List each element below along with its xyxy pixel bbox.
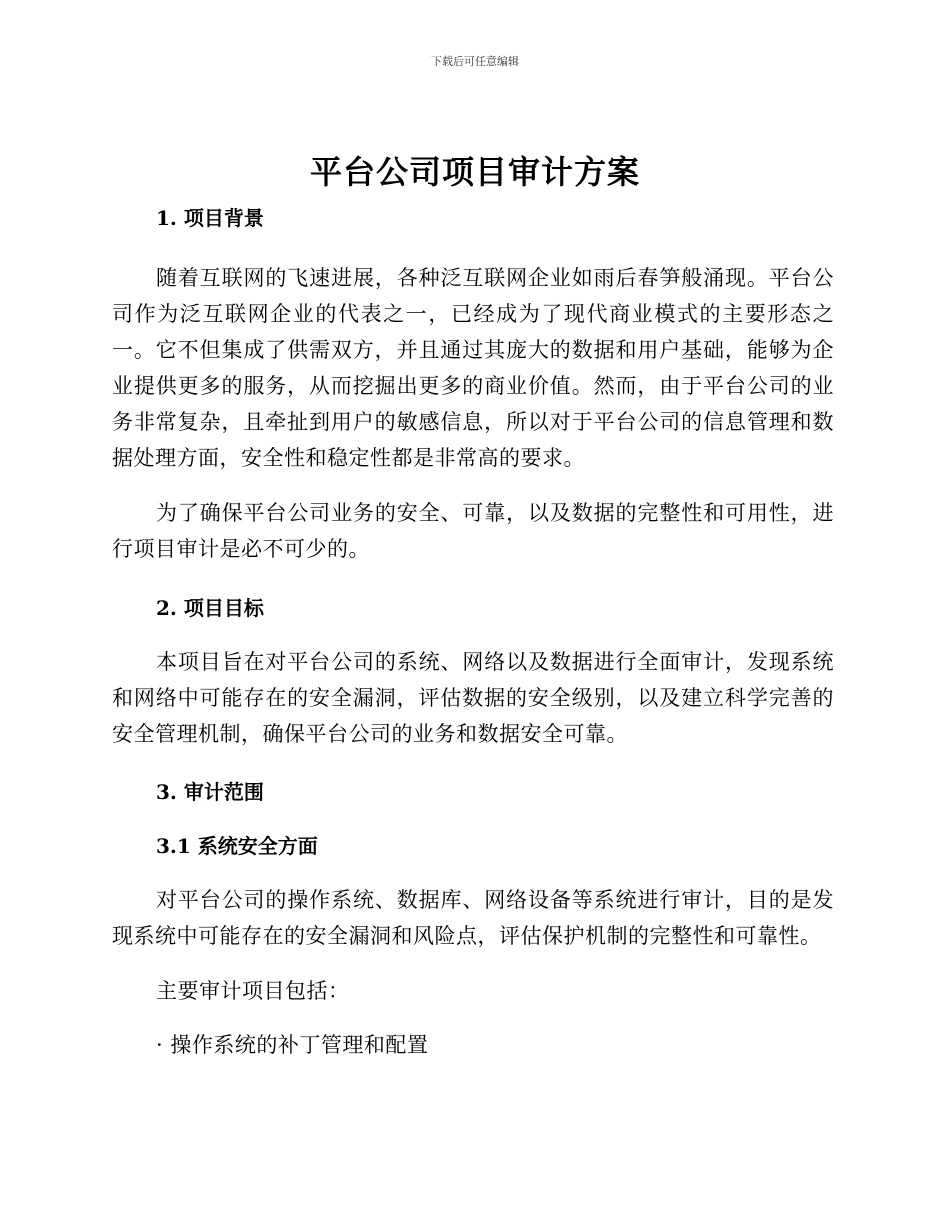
paragraph: 本项目旨在对平台公司的系统、网络以及数据进行全面审计，发现系统和网络中可能存在的安全漏洞，评估数据的安全级别，以及建立科学完善的安全管理机制，确保平台公司的业务和数据安全可靠。 [112,650,834,746]
section-heading-goals: 2. 项目目标 [156,596,264,620]
header-note: 下载后可任意编辑 [431,55,519,68]
document-title: 平台公司项目审计方案 [309,153,640,191]
section-heading-scope: 3. 审计范围 [156,780,264,804]
subsection-heading-system-security: 3.1 系统安全方面 [156,834,318,858]
paragraph: 对平台公司的操作系统、数据库、网络设备等系统进行审计，目的是发现系统中可能存在的安全漏洞和风险点，评估保护机制的完整性和可靠性。 [112,888,834,948]
section-heading-background: 1. 项目背景 [156,206,264,230]
paragraph: 为了确保平台公司业务的安全、可靠，以及数据的完整性和可用性，进行项目审计是必不可少的。 [112,501,834,561]
paragraph: 随着互联网的飞速进展，各种泛互联网企业如雨后春笋般涌现。平台公司作为泛互联网企业的代表之一，已经成为了现代商业模式的主要形态之一。它不但集成了供需双方，并且通过其庞大的数据和用户基础，能够为企业提供更多的服务，从而挖掘出更多的商业价值。然而，由于平台公司的业务非常复杂，且牵扯到用户的敏感信息，所以对于平台公司的信息管理和数据处理方面，安全性和稳定性都是非常高的要求。 [112,266,834,470]
paragraph: 主要审计项目包括： [156,979,350,1003]
list-item: · 操作系统的补丁管理和配置 [156,1033,429,1057]
document-body [112,198,834,1063]
